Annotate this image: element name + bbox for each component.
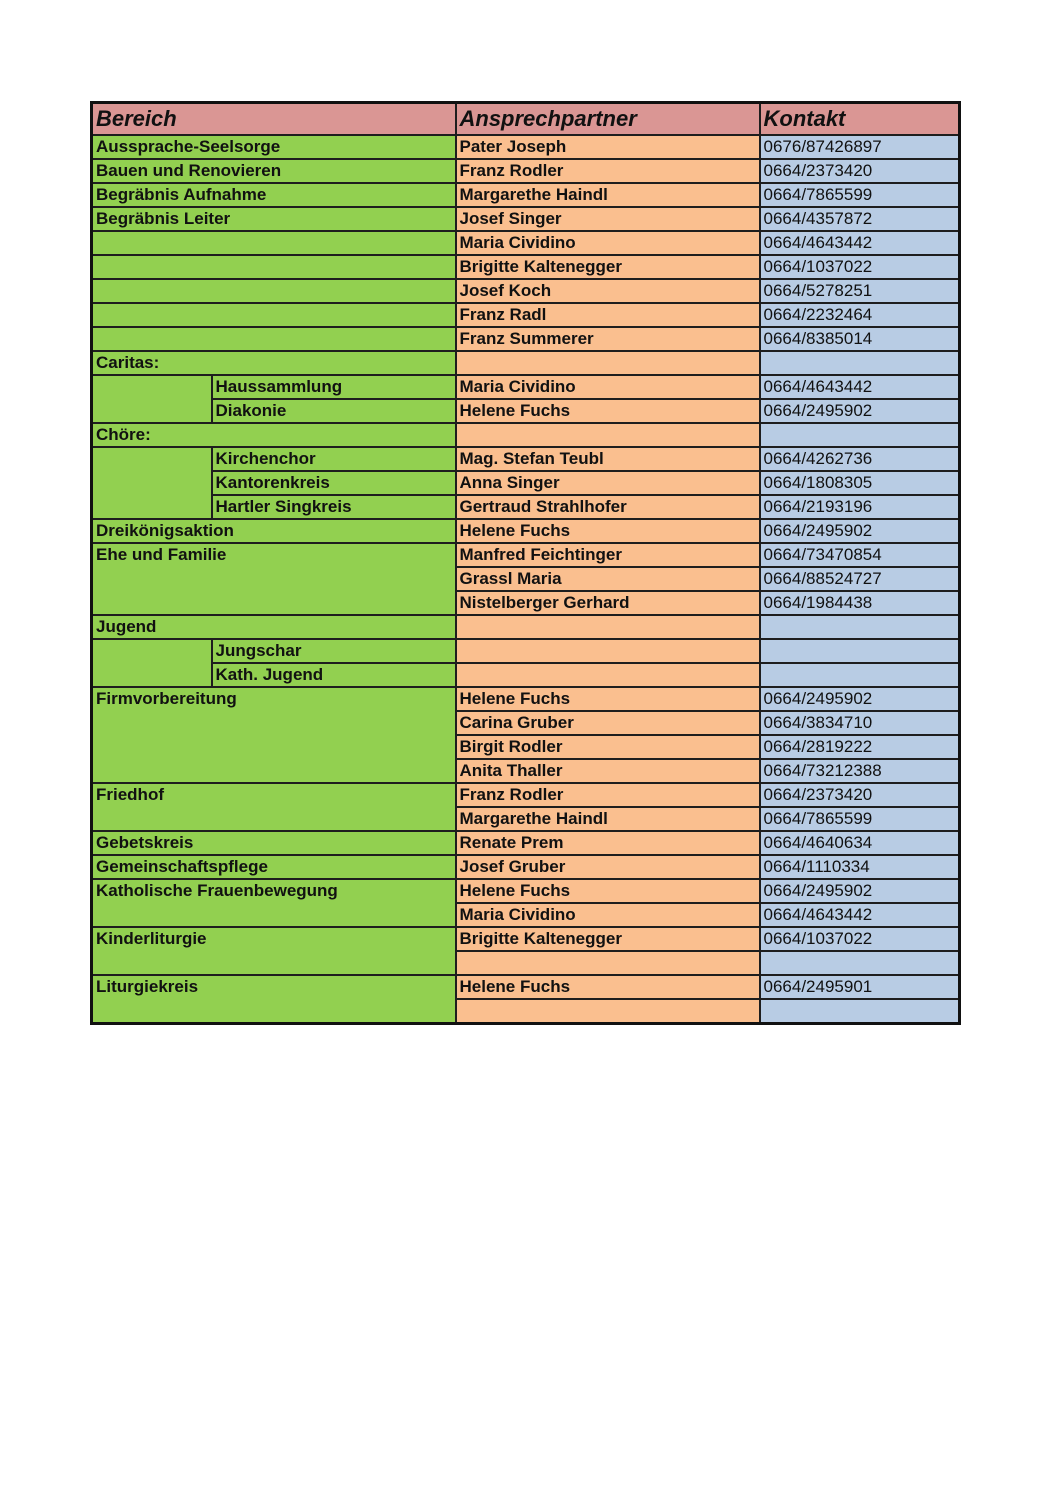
kontakt-cell: 0664/88524727 xyxy=(760,567,960,591)
table-row xyxy=(92,135,960,159)
person-cell xyxy=(456,615,760,639)
bereich-cell: Ehe und Familie xyxy=(92,543,456,615)
indent-cell xyxy=(92,639,212,687)
sub-bereich-cell: Kantorenkreis xyxy=(212,471,456,495)
header-bereich: Bereich xyxy=(92,103,456,136)
sub-bereich-cell: Haussammlung xyxy=(212,375,456,399)
table-row xyxy=(92,399,960,423)
person-cell: Franz Radl xyxy=(456,303,760,327)
table-row xyxy=(92,447,960,471)
kontakt-cell: 0664/2193196 xyxy=(760,495,960,519)
table-row xyxy=(92,855,960,879)
kontakt-cell xyxy=(760,351,960,375)
table-row xyxy=(92,183,960,207)
kontakt-cell: 0664/4262736 xyxy=(760,447,960,471)
person-cell: Brigitte Kaltenegger xyxy=(456,255,760,279)
table-row xyxy=(92,879,960,903)
sub-bereich-cell: Kirchenchor xyxy=(212,447,456,471)
person-cell: Pater Joseph xyxy=(456,135,760,159)
header-row xyxy=(92,103,960,136)
kontakt-cell xyxy=(760,999,960,1024)
kontakt-cell: 0664/7865599 xyxy=(760,183,960,207)
sub-bereich-cell: Diakonie xyxy=(212,399,456,423)
person-cell: Carina Gruber xyxy=(456,711,760,735)
kontakt-cell: 0664/1037022 xyxy=(760,927,960,951)
person-cell: Helene Fuchs xyxy=(456,399,760,423)
kontakt-cell: 0664/7865599 xyxy=(760,807,960,831)
bereich-cell xyxy=(92,327,456,351)
person-cell: Helene Fuchs xyxy=(456,879,760,903)
table-row xyxy=(92,663,960,687)
person-cell: Helene Fuchs xyxy=(456,687,760,711)
bereich-cell: Katholische Frauenbewegung xyxy=(92,879,456,927)
person-cell: Anna Singer xyxy=(456,471,760,495)
table-row xyxy=(92,927,960,951)
person-cell: Birgit Rodler xyxy=(456,735,760,759)
bereich-cell xyxy=(92,303,456,327)
bereich-cell xyxy=(92,255,456,279)
kontakt-cell: 0664/2495902 xyxy=(760,879,960,903)
bereich-cell xyxy=(92,279,456,303)
table-row xyxy=(92,423,960,447)
kontakt-cell: 0664/1037022 xyxy=(760,255,960,279)
bereich-cell: Liturgiekreis xyxy=(92,975,456,1024)
table-row xyxy=(92,975,960,999)
table-row xyxy=(92,279,960,303)
person-cell: Margarethe Haindl xyxy=(456,183,760,207)
kontakt-cell: 0664/2373420 xyxy=(760,783,960,807)
person-cell: Josef Gruber xyxy=(456,855,760,879)
bereich-cell: Chöre: xyxy=(92,423,456,447)
kontakt-cell: 0664/4640634 xyxy=(760,831,960,855)
table-row xyxy=(92,471,960,495)
person-cell: Franz Summerer xyxy=(456,327,760,351)
bereich-cell xyxy=(92,231,456,255)
kontakt-cell: 0664/8385014 xyxy=(760,327,960,351)
table-row xyxy=(92,159,960,183)
person-cell: Maria Cividino xyxy=(456,375,760,399)
kontakt-cell: 0664/2819222 xyxy=(760,735,960,759)
person-cell: Gertraud Strahlhofer xyxy=(456,495,760,519)
bereich-cell: Gemeinschaftspflege xyxy=(92,855,456,879)
indent-cell xyxy=(92,447,212,519)
person-cell: Helene Fuchs xyxy=(456,519,760,543)
person-cell xyxy=(456,351,760,375)
table-row xyxy=(92,207,960,231)
kontakt-cell xyxy=(760,615,960,639)
table-row xyxy=(92,783,960,807)
kontakt-cell xyxy=(760,423,960,447)
bereich-cell: Aussprache-Seelsorge xyxy=(92,135,456,159)
kontakt-cell: 0664/4643442 xyxy=(760,375,960,399)
table-row xyxy=(92,495,960,519)
bereich-cell: Begräbnis Leiter xyxy=(92,207,456,231)
table-row xyxy=(92,327,960,351)
kontakt-cell: 0664/4643442 xyxy=(760,903,960,927)
table-row xyxy=(92,519,960,543)
person-cell: Manfred Feichtinger xyxy=(456,543,760,567)
table-row xyxy=(92,303,960,327)
contact-table xyxy=(90,101,961,1025)
table-row xyxy=(92,351,960,375)
person-cell xyxy=(456,999,760,1024)
person-cell xyxy=(456,639,760,663)
table-row xyxy=(92,231,960,255)
person-cell: Maria Cividino xyxy=(456,231,760,255)
table-row xyxy=(92,543,960,567)
person-cell xyxy=(456,663,760,687)
kontakt-cell: 0664/4357872 xyxy=(760,207,960,231)
kontakt-cell xyxy=(760,663,960,687)
bereich-cell: Firmvorbereitung xyxy=(92,687,456,783)
person-cell xyxy=(456,423,760,447)
kontakt-cell: 0664/2373420 xyxy=(760,159,960,183)
header-ansprechpartner: Ansprechpartner xyxy=(456,103,760,136)
bereich-cell: Begräbnis Aufnahme xyxy=(92,183,456,207)
person-cell: Mag. Stefan Teubl xyxy=(456,447,760,471)
table-row xyxy=(92,639,960,663)
bereich-cell: Caritas: xyxy=(92,351,456,375)
sub-bereich-cell: Jungschar xyxy=(212,639,456,663)
kontakt-cell: 0664/2495902 xyxy=(760,399,960,423)
bereich-cell: Bauen und Renovieren xyxy=(92,159,456,183)
person-cell: Margarethe Haindl xyxy=(456,807,760,831)
kontakt-cell: 0664/3834710 xyxy=(760,711,960,735)
kontakt-cell: 0664/1110334 xyxy=(760,855,960,879)
table-row xyxy=(92,375,960,399)
bereich-cell: Gebetskreis xyxy=(92,831,456,855)
kontakt-cell: 0664/73470854 xyxy=(760,543,960,567)
person-cell: Helene Fuchs xyxy=(456,975,760,999)
bereich-cell: Friedhof xyxy=(92,783,456,831)
kontakt-cell: 0664/2495901 xyxy=(760,975,960,999)
person-cell: Grassl Maria xyxy=(456,567,760,591)
kontakt-cell: 0676/87426897 xyxy=(760,135,960,159)
indent-cell xyxy=(92,375,212,423)
kontakt-cell: 0664/2495902 xyxy=(760,519,960,543)
kontakt-cell: 0664/1984438 xyxy=(760,591,960,615)
person-cell: Josef Koch xyxy=(456,279,760,303)
kontakt-cell xyxy=(760,639,960,663)
kontakt-cell: 0664/73212388 xyxy=(760,759,960,783)
bereich-cell: Jugend xyxy=(92,615,456,639)
sub-bereich-cell: Kath. Jugend xyxy=(212,663,456,687)
table-row xyxy=(92,615,960,639)
person-cell: Anita Thaller xyxy=(456,759,760,783)
table-row xyxy=(92,687,960,711)
kontakt-cell xyxy=(760,951,960,975)
person-cell: Josef Singer xyxy=(456,207,760,231)
person-cell: Maria Cividino xyxy=(456,903,760,927)
person-cell: Franz Rodler xyxy=(456,783,760,807)
bereich-cell: Kinderliturgie xyxy=(92,927,456,975)
person-cell: Franz Rodler xyxy=(456,159,760,183)
kontakt-cell: 0664/2495902 xyxy=(760,687,960,711)
header-kontakt: Kontakt xyxy=(760,103,960,136)
person-cell xyxy=(456,951,760,975)
person-cell: Renate Prem xyxy=(456,831,760,855)
sub-bereich-cell: Hartler Singkreis xyxy=(212,495,456,519)
kontakt-cell: 0664/2232464 xyxy=(760,303,960,327)
person-cell: Brigitte Kaltenegger xyxy=(456,927,760,951)
table-row xyxy=(92,255,960,279)
kontakt-cell: 0664/4643442 xyxy=(760,231,960,255)
kontakt-cell: 0664/1808305 xyxy=(760,471,960,495)
table-row xyxy=(92,831,960,855)
bereich-cell: Dreikönigsaktion xyxy=(92,519,456,543)
person-cell: Nistelberger Gerhard xyxy=(456,591,760,615)
kontakt-cell: 0664/5278251 xyxy=(760,279,960,303)
